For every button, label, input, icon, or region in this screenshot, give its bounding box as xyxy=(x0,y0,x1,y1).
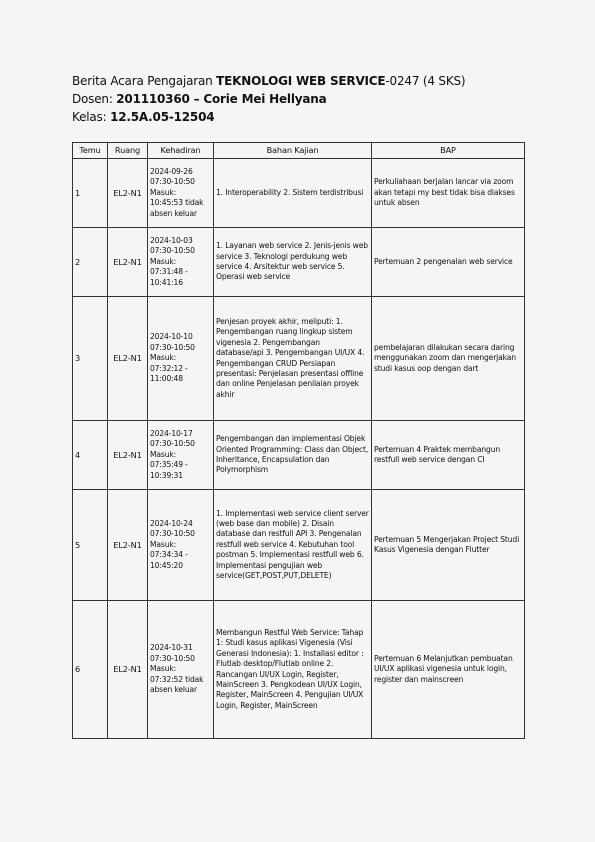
document-header xyxy=(72,72,532,126)
document-title xyxy=(72,72,532,90)
cell-bap: Pertemuan 6 Melanjutkan pembuatan UI/UX aplikasi vigenesia untuk login, register dan mainscreen xyxy=(372,601,525,739)
column-header-kehadiran: Kehadiran xyxy=(148,143,214,159)
cell-ruang: EL2-N1 xyxy=(108,228,148,297)
dosen-line xyxy=(72,90,532,108)
cell-kehadiran: 2024-09-26 07:30-10:50 Masuk: 10:45:53 tidak absen keluar xyxy=(148,159,214,228)
cell-temu: 2 xyxy=(73,228,108,297)
kelas-line xyxy=(72,108,532,126)
table-row xyxy=(73,601,525,739)
cell-ruang: EL2-N1 xyxy=(108,601,148,739)
cell-bap: Perkuliahaan berjalan lancar via zoom akan tetapi my best tidak bisa diakses untuk absen xyxy=(372,159,525,228)
cell-temu: 1 xyxy=(73,159,108,228)
course-name: TEKNOLOGI WEB SERVICE xyxy=(216,74,386,88)
cell-ruang: EL2-N1 xyxy=(108,297,148,421)
column-header-bahan-kajian: Bahan Kajian xyxy=(214,143,372,159)
cell-ruang: EL2-N1 xyxy=(108,421,148,490)
cell-bap: Pertemuan 4 Praktek membangun restfull web service dengan CI xyxy=(372,421,525,490)
table-row xyxy=(73,228,525,297)
cell-temu: 6 xyxy=(73,601,108,739)
title-prefix: Berita Acara Pengajaran xyxy=(72,74,217,88)
table-row xyxy=(73,490,525,601)
cell-bahan-kajian: Penjesan proyek akhir, meliputi: 1. Pengembangan ruang lingkup sistem vigenesia 2. Pengembangan database/api 3. Pengembangan UI/UX 4. Pengembangan CRUD Persiapan presentasi: Penjelasan presentasi offline dan online Penjelasan penilaian proyek akhir xyxy=(214,297,372,421)
kelas-label: Kelas: xyxy=(72,110,111,124)
cell-kehadiran: 2024-10-24 07:30-10:50 Masuk: 07:34:34 - 10:45:20 xyxy=(148,490,214,601)
table-row xyxy=(73,297,525,421)
cell-temu: 5 xyxy=(73,490,108,601)
column-header-ruang: Ruang xyxy=(108,143,148,159)
cell-bahan-kajian: 1. Layanan web service 2. Jenis-jenis web service 3. Teknologi perdukung web service 4. Arsitektur web service 5. Operasi web service xyxy=(214,228,372,297)
cell-bahan-kajian: Pengembangan dan implementasi Objek Oriented Programming: Class dan Object, Inheritance, Encapsulation dan Polymorphism xyxy=(214,421,372,490)
cell-bap: Pertemuan 2 pengenalan web service xyxy=(372,228,525,297)
course-code: -0247 (4 SKS) xyxy=(385,74,466,88)
table-header-row xyxy=(73,143,525,159)
column-header-temu: Temu xyxy=(73,143,108,159)
cell-bahan-kajian: 1. Implementasi web service client server (web base dan mobile) 2. Disain database dan restfull API 3. Pengenalan restfull web service 4. Kebutuhan tool postman 5. Implementasi restfull web 6. Implementasi pengujian web service(GET,POST,PUT,DELETE) xyxy=(214,490,372,601)
dosen-label: Dosen: xyxy=(72,92,117,106)
cell-bahan-kajian: 1. Interoperability 2. Sistem terdistribusi xyxy=(214,159,372,228)
table-row xyxy=(73,159,525,228)
cell-bap: pembelajaran dilakukan secara daring menggunakan zoom dan mengerjakan studi kasus oop dengan dart xyxy=(372,297,525,421)
cell-kehadiran: 2024-10-10 07:30-10:50 Masuk: 07:32:12 - 11:00:48 xyxy=(148,297,214,421)
table-row xyxy=(73,421,525,490)
cell-ruang: EL2-N1 xyxy=(108,490,148,601)
cell-kehadiran: 2024-10-17 07:30-10:50 Masuk: 07:35:49 - 10:39:31 xyxy=(148,421,214,490)
cell-bap: Pertemuan 5 Mengerjakan Project Studi Kasus Vigenesia dengan Flutter xyxy=(372,490,525,601)
cell-temu: 3 xyxy=(73,297,108,421)
cell-temu: 4 xyxy=(73,421,108,490)
attendance-table xyxy=(72,142,525,739)
cell-ruang: EL2-N1 xyxy=(108,159,148,228)
cell-kehadiran: 2024-10-03 07:30-10:50 Masuk: 07:31:48 - 10:41:16 xyxy=(148,228,214,297)
cell-kehadiran: 2024-10-31 07:30-10:50 Masuk: 07:32:52 tidak absen keluar xyxy=(148,601,214,739)
kelas-value: 12.5A.05-12504 xyxy=(110,110,215,124)
column-header-bap: BAP xyxy=(372,143,525,159)
cell-bahan-kajian: Membangun Restful Web Service: Tahap 1: Studi kasus aplikasi Vigenesia (Visi Generasi Indonesia): 1. Installasi editor : Flutlab desktop/Flutlab online 2. Rancangan UI/UX Login, Register, MainScreen 3. Pengkodean UI/UX Login, Register, MainScreen 4. Pengujian UI/UX Login, Register, MainScreen xyxy=(214,601,372,739)
dosen-value: 201110360 – Corie Mei Hellyana xyxy=(116,92,327,106)
